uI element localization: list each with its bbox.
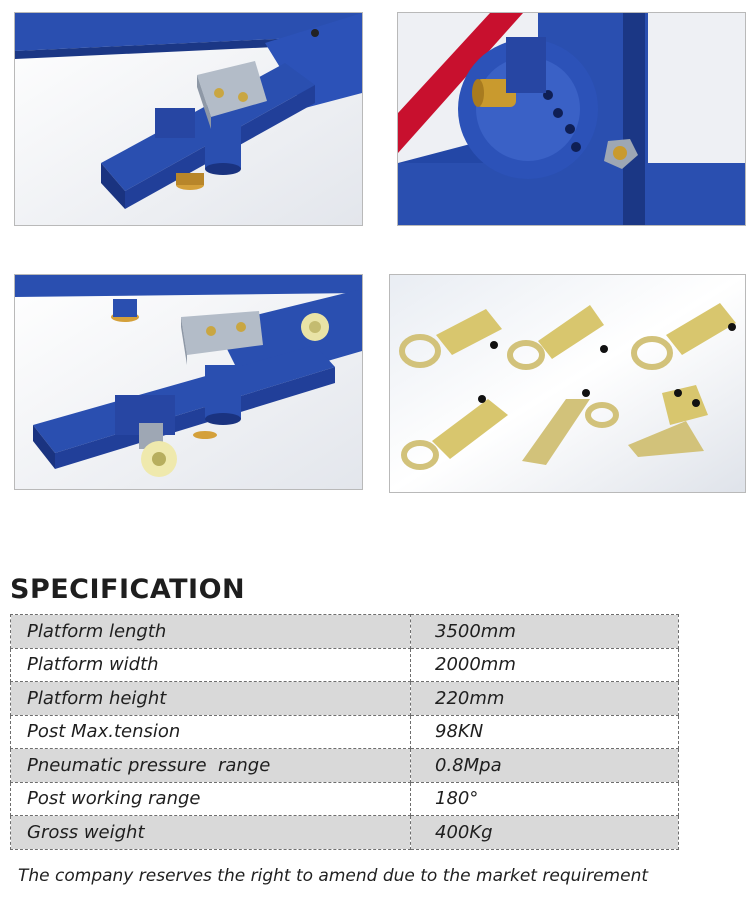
spec-label: Platform length bbox=[11, 615, 411, 649]
spec-value: 0.8Mpa bbox=[411, 749, 679, 783]
spec-row bbox=[11, 682, 679, 716]
spec-value: 180° bbox=[411, 782, 679, 816]
figure-caster-wheel bbox=[14, 274, 363, 490]
spec-row bbox=[11, 648, 679, 682]
spec-label: Post Max.tension bbox=[11, 715, 411, 749]
spec-value: 3500mm bbox=[411, 615, 679, 649]
spec-row bbox=[11, 816, 679, 850]
spec-title: SPECIFICATION bbox=[10, 574, 246, 605]
spec-value: 98KN bbox=[411, 715, 679, 749]
figure-platform-clamp bbox=[14, 12, 363, 226]
spec-label: Post working range bbox=[11, 782, 411, 816]
spec-value: 400Kg bbox=[411, 816, 679, 850]
spec-row bbox=[11, 749, 679, 783]
spec-value: 220mm bbox=[411, 682, 679, 716]
disclaimer-note: The company reserves the right to amend due to the market requirement bbox=[18, 866, 649, 886]
caster-wheel-illustration bbox=[15, 275, 362, 489]
spec-label: Platform width bbox=[11, 648, 411, 682]
spec-table bbox=[10, 614, 679, 850]
spec-value: 2000mm bbox=[411, 648, 679, 682]
spec-label: Gross weight bbox=[11, 816, 411, 850]
pulling-clamps-illustration bbox=[390, 275, 745, 492]
post-pivot-illustration bbox=[398, 13, 745, 225]
figure-post-pivot bbox=[397, 12, 746, 226]
spec-label: Pneumatic pressure range bbox=[11, 749, 411, 783]
spec-label: Platform height bbox=[11, 682, 411, 716]
spec-row bbox=[11, 615, 679, 649]
platform-clamp-illustration bbox=[15, 13, 362, 225]
figure-pulling-clamps bbox=[389, 274, 746, 493]
spec-row bbox=[11, 715, 679, 749]
spec-row bbox=[11, 782, 679, 816]
